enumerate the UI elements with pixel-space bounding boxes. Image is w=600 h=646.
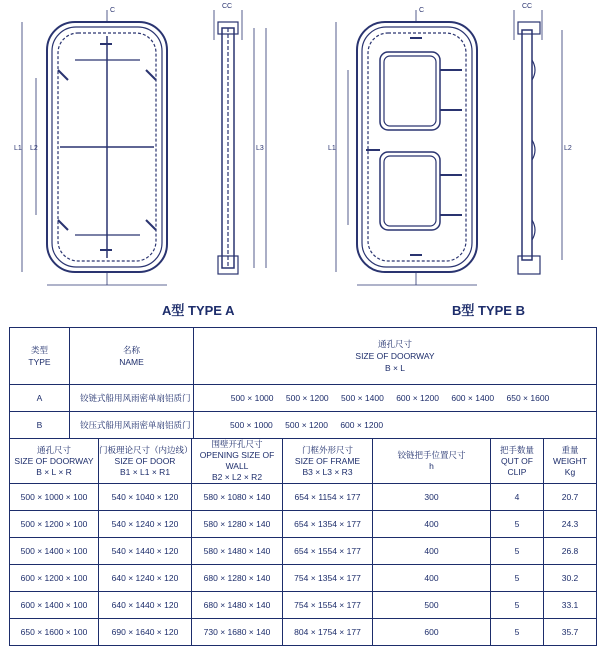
hinge-position-cell: 500 [373, 592, 491, 619]
b-label-l1: L1 [328, 145, 336, 152]
type-b-caption: B型 TYPE B [452, 303, 525, 318]
type-header [10, 328, 70, 385]
type-b-side-view [514, 10, 562, 274]
b-label-c: C [419, 7, 425, 14]
size-header [194, 328, 597, 385]
clip-quantity-cell: 5 [491, 592, 544, 619]
header-en: SIZE OF DOORWAY [14, 455, 94, 466]
type-table [9, 327, 597, 439]
header-en: SIZE OF FRAME [294, 455, 361, 466]
table-row [10, 592, 597, 619]
wall-opening-cell: 580 × 1480 × 140 [192, 538, 283, 565]
header-cn: 门板理论尺寸（内边线） [99, 444, 193, 455]
a-label-l1: L1 [14, 145, 22, 152]
door-size-cell: 540 × 1040 × 120 [99, 484, 192, 511]
door-size-cell: 640 × 1440 × 120 [99, 592, 192, 619]
clip-quantity-header [491, 439, 544, 484]
door-size-header [99, 439, 192, 484]
size-value: 500 × 1000 [230, 393, 274, 403]
b-label-cc: CC [522, 3, 533, 10]
a-label-cc: CC [222, 3, 233, 10]
doorway-size-cell: 500 × 1200 × 100 [10, 511, 99, 538]
name-cell: 铰压式船用风雨密单扇铝质门 [70, 412, 194, 439]
type-header-en: TYPE [28, 357, 51, 367]
header-formula: B × L × R [36, 466, 72, 477]
wall-opening-cell: 580 × 1280 × 140 [192, 511, 283, 538]
a-label-l2: L2 [30, 145, 38, 152]
header-cn: 重量 [561, 444, 579, 455]
wall-opening-cell: 680 × 1280 × 140 [192, 565, 283, 592]
name-header-en: NAME [119, 357, 144, 367]
doorway-size-cell: 500 × 1000 × 100 [10, 484, 99, 511]
size-value: 500 × 1200 [285, 393, 329, 403]
size-value: 500 × 1000 [230, 420, 273, 430]
table-row [10, 385, 597, 412]
doorway-size-cell: 600 × 1400 × 100 [10, 592, 99, 619]
spec-table [9, 438, 597, 646]
header-en: OPENING SIZE OF WALL [199, 450, 275, 471]
header-cn: 把手数量 [499, 444, 534, 455]
size-header-cn: 通孔尺寸 [377, 339, 412, 349]
spec-table-header [10, 439, 597, 484]
door-size-cell: 540 × 1240 × 120 [99, 511, 192, 538]
sizes-cell [194, 412, 597, 439]
frame-size-cell: 654 × 1554 × 177 [283, 538, 373, 565]
size-header-formula: B × L [384, 363, 406, 373]
type-a-caption: A型 TYPE A [162, 303, 235, 318]
frame-size-cell: 654 × 1154 × 177 [283, 484, 373, 511]
table-row [10, 412, 597, 439]
weight-cell: 33.1 [544, 592, 597, 619]
header-formula: B2 × L2 × R2 [211, 472, 263, 482]
door-size-cell: 640 × 1240 × 120 [99, 565, 192, 592]
clip-quantity-cell: 5 [491, 565, 544, 592]
type-b-front-view [336, 10, 477, 285]
weight-cell: 26.8 [544, 538, 597, 565]
header-cn: 围壁开孔尺寸 [211, 439, 263, 449]
frame-size-header [283, 439, 373, 484]
weight-header [544, 439, 597, 484]
clip-quantity-cell: 5 [491, 619, 544, 646]
table-row [10, 538, 597, 565]
table-row [10, 511, 597, 538]
technical-drawings [0, 0, 600, 320]
b-label-l2: L2 [564, 145, 572, 152]
header-cn: 门框外形尺寸 [301, 444, 353, 455]
type-cell: B [10, 412, 70, 439]
name-header [70, 328, 194, 385]
name-cell: 铰链式船用风雨密单扇铝质门 [70, 385, 194, 412]
header-en: QUT OF CLIP [501, 455, 533, 477]
frame-size-cell: 654 × 1354 × 177 [283, 511, 373, 538]
header-formula: Kg [564, 466, 576, 477]
sizes-cell [194, 385, 597, 412]
door-size-cell: 540 × 1440 × 120 [99, 538, 192, 565]
door-size-cell: 690 × 1640 × 120 [99, 619, 192, 646]
size-header-en: SIZE OF DOORWAY [355, 351, 435, 361]
table-row [10, 484, 597, 511]
a-label-l3: L3 [256, 145, 264, 152]
doorway-size-cell: 600 × 1200 × 100 [10, 565, 99, 592]
size-value: 600 × 1200 [340, 420, 384, 430]
header-formula: B1 × L1 × R1 [119, 466, 171, 477]
size-value: 600 × 1400 [451, 393, 495, 403]
size-value: 650 × 1600 [506, 393, 550, 403]
doorway-size-cell: 500 × 1400 × 100 [10, 538, 99, 565]
doorway-size-cell: 650 × 1600 × 100 [10, 619, 99, 646]
table-row [10, 565, 597, 592]
hinge-handle-position-header [373, 439, 491, 484]
size-value: 500 × 1400 [341, 393, 384, 403]
hinge-position-cell: 400 [373, 565, 491, 592]
type-header-cn: 类型 [30, 345, 48, 355]
size-value: 600 × 1200 [396, 393, 439, 403]
frame-size-cell: 754 × 1554 × 177 [283, 592, 373, 619]
weight-cell: 20.7 [544, 484, 597, 511]
wall-opening-cell: 580 × 1080 × 140 [192, 484, 283, 511]
header-cn: 铰链把手位置尺寸 [397, 450, 466, 460]
type-a-front-view [22, 10, 167, 285]
spec-table-body [10, 484, 597, 646]
a-label-c: C [110, 7, 116, 14]
clip-quantity-cell: 5 [491, 538, 544, 565]
wall-opening-cell: 730 × 1680 × 140 [192, 619, 283, 646]
size-value: 500 × 1200 [285, 420, 328, 430]
name-header-cn: 名称 [122, 345, 140, 355]
type-a-side-view [214, 10, 266, 274]
type-cell: A [10, 385, 70, 412]
hinge-position-cell: 400 [373, 538, 491, 565]
wall-opening-header [192, 439, 283, 484]
header-cn: 通孔尺寸 [36, 444, 71, 455]
weight-cell: 35.7 [544, 619, 597, 646]
header-en: SIZE OF DOOR [114, 455, 176, 466]
clip-quantity-cell: 5 [491, 511, 544, 538]
hinge-position-cell: 400 [373, 511, 491, 538]
clip-quantity-cell: 4 [491, 484, 544, 511]
wall-opening-cell: 680 × 1480 × 140 [192, 592, 283, 619]
frame-size-cell: 804 × 1754 × 177 [283, 619, 373, 646]
hinge-position-cell: 600 [373, 619, 491, 646]
type-table-header [10, 328, 597, 385]
doorway-size-header [10, 439, 99, 484]
header-en: WEIGHT [553, 455, 587, 466]
hinge-position-cell: 300 [373, 484, 491, 511]
header-formula: h [429, 461, 434, 471]
weight-cell: 30.2 [544, 565, 597, 592]
table-row [10, 619, 597, 646]
frame-size-cell: 754 × 1354 × 177 [283, 565, 373, 592]
weight-cell: 24.3 [544, 511, 597, 538]
header-formula: B3 × L3 × R3 [302, 466, 353, 477]
